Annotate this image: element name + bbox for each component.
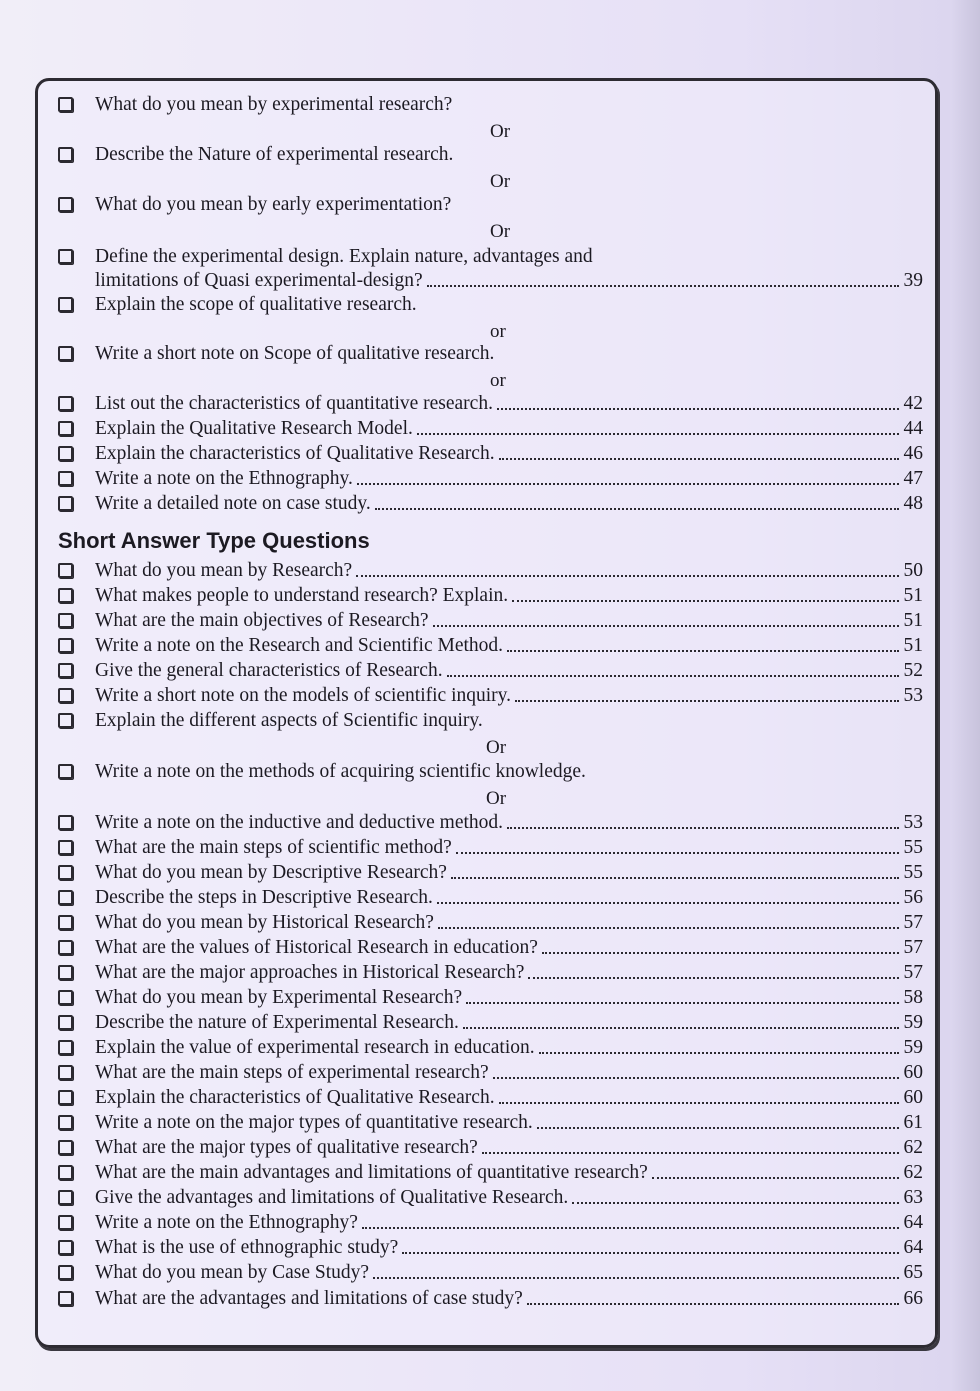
- leader-dots: [499, 1102, 899, 1104]
- page-number: 44: [903, 418, 923, 439]
- checkbox-bullet-icon: [58, 1291, 73, 1306]
- page-number: 61: [903, 1112, 923, 1133]
- leader-dots: [356, 575, 899, 577]
- page-number: 47: [903, 468, 923, 489]
- checkbox-bullet-icon: [58, 1215, 73, 1230]
- leader-dots: [537, 1127, 899, 1129]
- toc-entry: Describe the steps in Descriptive Research. 56: [58, 886, 923, 910]
- toc-entry: What do you mean by experimental research?: [58, 93, 923, 117]
- checkbox-bullet-icon: [58, 471, 73, 486]
- page-number: 51: [903, 635, 923, 656]
- checkbox-bullet-icon: [58, 815, 73, 830]
- checkbox-bullet-icon: [58, 890, 73, 905]
- leader-dots: [427, 285, 899, 287]
- or-separator: Or: [490, 121, 511, 142]
- leader-dots: [539, 1052, 899, 1054]
- leader-dots: [515, 700, 899, 702]
- checkbox-bullet-icon: [58, 396, 73, 411]
- page-number: 48: [903, 493, 923, 514]
- leader-dots: [482, 1152, 899, 1154]
- page-number: 64: [903, 1237, 923, 1258]
- checkbox-bullet-icon: [58, 1240, 73, 1255]
- checkbox-bullet-icon: [58, 1115, 73, 1130]
- checkbox-bullet-icon: [58, 688, 73, 703]
- leader-dots: [512, 600, 899, 602]
- toc-entry: Write a detailed note on case study. 48: [58, 492, 923, 516]
- page-number: 58: [903, 987, 923, 1008]
- toc-entry: What are the major types of qualitative research? 62: [58, 1136, 923, 1160]
- leader-dots: [357, 483, 899, 485]
- page-number: 57: [903, 912, 923, 933]
- checkbox-bullet-icon: [58, 840, 73, 855]
- checkbox-bullet-icon: [58, 1140, 73, 1155]
- checkbox-bullet-icon: [58, 1065, 73, 1080]
- page-number: 60: [903, 1062, 923, 1083]
- toc-entry: Define the experimental design. Explain nature, advantages and limitations of Quasi experimental-design? 39: [58, 245, 923, 293]
- leader-dots: [466, 1002, 899, 1004]
- leader-dots: [437, 902, 899, 904]
- checkbox-bullet-icon: [58, 297, 73, 312]
- leader-dots: [542, 952, 899, 954]
- section-heading: Short Answer Type Questions: [58, 528, 370, 553]
- checkbox-bullet-icon: [58, 1015, 73, 1030]
- page-number: 65: [903, 1262, 923, 1283]
- leader-dots: [417, 433, 899, 435]
- checkbox-bullet-icon: [58, 496, 73, 511]
- leader-dots: [652, 1177, 899, 1179]
- page-number: 62: [903, 1162, 923, 1183]
- checkbox-bullet-icon: [58, 764, 73, 779]
- leader-dots: [373, 1277, 899, 1279]
- or-separator: Or: [486, 788, 507, 809]
- toc-entry: What do you mean by Experimental Research? 58: [58, 986, 923, 1010]
- page-number: 64: [903, 1212, 923, 1233]
- toc-entry: Give the general characteristics of Research. 52: [58, 659, 923, 683]
- page-number: 39: [903, 270, 923, 291]
- checkbox-bullet-icon: [58, 1190, 73, 1205]
- checkbox-bullet-icon: [58, 588, 73, 603]
- checkbox-bullet-icon: [58, 421, 73, 436]
- leader-dots: [572, 1202, 899, 1204]
- page-number: 63: [903, 1187, 923, 1208]
- toc-entry: What are the values of Historical Research in education? 57: [58, 936, 923, 960]
- checkbox-bullet-icon: [58, 638, 73, 653]
- page-number: 50: [903, 560, 923, 581]
- checkbox-bullet-icon: [58, 1090, 73, 1105]
- toc-entry: Explain the different aspects of Scientific inquiry.: [58, 709, 923, 733]
- checkbox-bullet-icon: [58, 865, 73, 880]
- toc-entry: What do you mean by Historical Research? 57: [58, 911, 923, 935]
- page-number: 42: [903, 393, 923, 414]
- leader-dots: [463, 1027, 899, 1029]
- toc-entry: Describe the nature of Experimental Research. 59: [58, 1011, 923, 1035]
- page-number: 53: [903, 812, 923, 833]
- checkbox-bullet-icon: [58, 990, 73, 1005]
- page-number: 57: [903, 937, 923, 958]
- toc-entry: List out the characteristics of quantitative research. 42: [58, 392, 923, 416]
- leader-dots: [438, 927, 899, 929]
- page-number: 53: [903, 685, 923, 706]
- toc-entry: Give the advantages and limitations of Qualitative Research. 63: [58, 1186, 923, 1210]
- toc-entry: Explain the characteristics of Qualitative Research. 46: [58, 442, 923, 466]
- toc-entry: Write a short note on the models of scientific inquiry. 53: [58, 684, 923, 708]
- toc-entry: What do you mean by early experimentation?: [58, 193, 923, 217]
- checkbox-bullet-icon: [58, 1165, 73, 1180]
- checkbox-bullet-icon: [58, 613, 73, 628]
- checkbox-bullet-icon: [58, 97, 73, 112]
- toc-entry: Write a note on the Ethnography? 64: [58, 1211, 923, 1235]
- toc-entry: Explain the characteristics of Qualitative Research. 60: [58, 1086, 923, 1110]
- leader-dots: [456, 852, 899, 854]
- toc-entry: Explain the scope of qualitative research.: [58, 293, 923, 317]
- leader-dots: [497, 408, 899, 410]
- toc-entry: What do you mean by Research? 50: [58, 559, 923, 583]
- page-number: 55: [903, 837, 923, 858]
- toc-entry: What are the main objectives of Research? 51: [58, 609, 923, 633]
- leader-dots: [528, 977, 899, 979]
- leader-dots: [447, 675, 899, 677]
- or-separator: or: [490, 321, 506, 342]
- page-number: 62: [903, 1137, 923, 1158]
- leader-dots: [493, 1077, 899, 1079]
- leader-dots: [507, 827, 899, 829]
- or-separator: or: [490, 370, 506, 391]
- checkbox-bullet-icon: [58, 713, 73, 728]
- toc-entry: What makes people to understand research? Explain. 51: [58, 584, 923, 608]
- toc-entry: What are the major approaches in Historical Research? 57: [58, 961, 923, 985]
- or-separator: Or: [486, 737, 507, 758]
- toc-entry: What are the main steps of scientific method? 55: [58, 836, 923, 860]
- leader-dots: [451, 877, 899, 879]
- toc-entry: Explain the Qualitative Research Model. 44: [58, 417, 923, 441]
- page-number: 52: [903, 660, 923, 681]
- checkbox-bullet-icon: [58, 965, 73, 980]
- contents-box: [35, 78, 938, 1348]
- checkbox-bullet-icon: [58, 249, 73, 264]
- checkbox-bullet-icon: [58, 1040, 73, 1055]
- leader-dots: [433, 625, 899, 627]
- toc-entry: What do you mean by Case Study? 65: [58, 1261, 923, 1285]
- page-number: 51: [903, 610, 923, 631]
- page-number: 46: [903, 443, 923, 464]
- page-number: 51: [903, 585, 923, 606]
- page-number: 55: [903, 862, 923, 883]
- or-separator: Or: [490, 221, 511, 242]
- toc-entry: What is the use of ethnographic study? 64: [58, 1236, 923, 1260]
- leader-dots: [507, 650, 899, 652]
- checkbox-bullet-icon: [58, 940, 73, 955]
- toc-entry: What are the main steps of experimental research? 60: [58, 1061, 923, 1085]
- page-number: 66: [903, 1288, 923, 1309]
- toc-entry: Write a note on the major types of quantitative research. 61: [58, 1111, 923, 1135]
- leader-dots: [402, 1252, 899, 1254]
- toc-entry: Explain the value of experimental research in education. 59: [58, 1036, 923, 1060]
- page-number: 57: [903, 962, 923, 983]
- checkbox-bullet-icon: [58, 563, 73, 578]
- checkbox-bullet-icon: [58, 446, 73, 461]
- toc-entry: Write a note on the Research and Scientific Method. 51: [58, 634, 923, 658]
- leader-dots: [499, 458, 899, 460]
- toc-entry: What are the main advantages and limitations of quantitative research? 62: [58, 1161, 923, 1185]
- leader-dots: [362, 1227, 899, 1229]
- checkbox-bullet-icon: [58, 197, 73, 212]
- toc-entry: Write a note on the Ethnography. 47: [58, 467, 923, 491]
- or-separator: Or: [490, 171, 511, 192]
- checkbox-bullet-icon: [58, 1265, 73, 1280]
- page-number: 59: [903, 1037, 923, 1058]
- leader-dots: [375, 508, 899, 510]
- page-number: 56: [903, 887, 923, 908]
- checkbox-bullet-icon: [58, 915, 73, 930]
- toc-entry: Describe the Nature of experimental research.: [58, 143, 923, 167]
- checkbox-bullet-icon: [58, 663, 73, 678]
- page-number: 59: [903, 1012, 923, 1033]
- toc-entry: What are the advantages and limitations of case study? 66: [58, 1287, 923, 1311]
- page-number: 60: [903, 1087, 923, 1108]
- checkbox-bullet-icon: [58, 147, 73, 162]
- leader-dots: [527, 1303, 899, 1305]
- toc-entry: Write a short note on Scope of qualitative research.: [58, 342, 923, 366]
- toc-entry: What do you mean by Descriptive Research? 55: [58, 861, 923, 885]
- toc-entry: Write a note on the methods of acquiring scientific knowledge.: [58, 760, 923, 784]
- checkbox-bullet-icon: [58, 346, 73, 361]
- toc-entry: Write a note on the inductive and deductive method. 53: [58, 811, 923, 835]
